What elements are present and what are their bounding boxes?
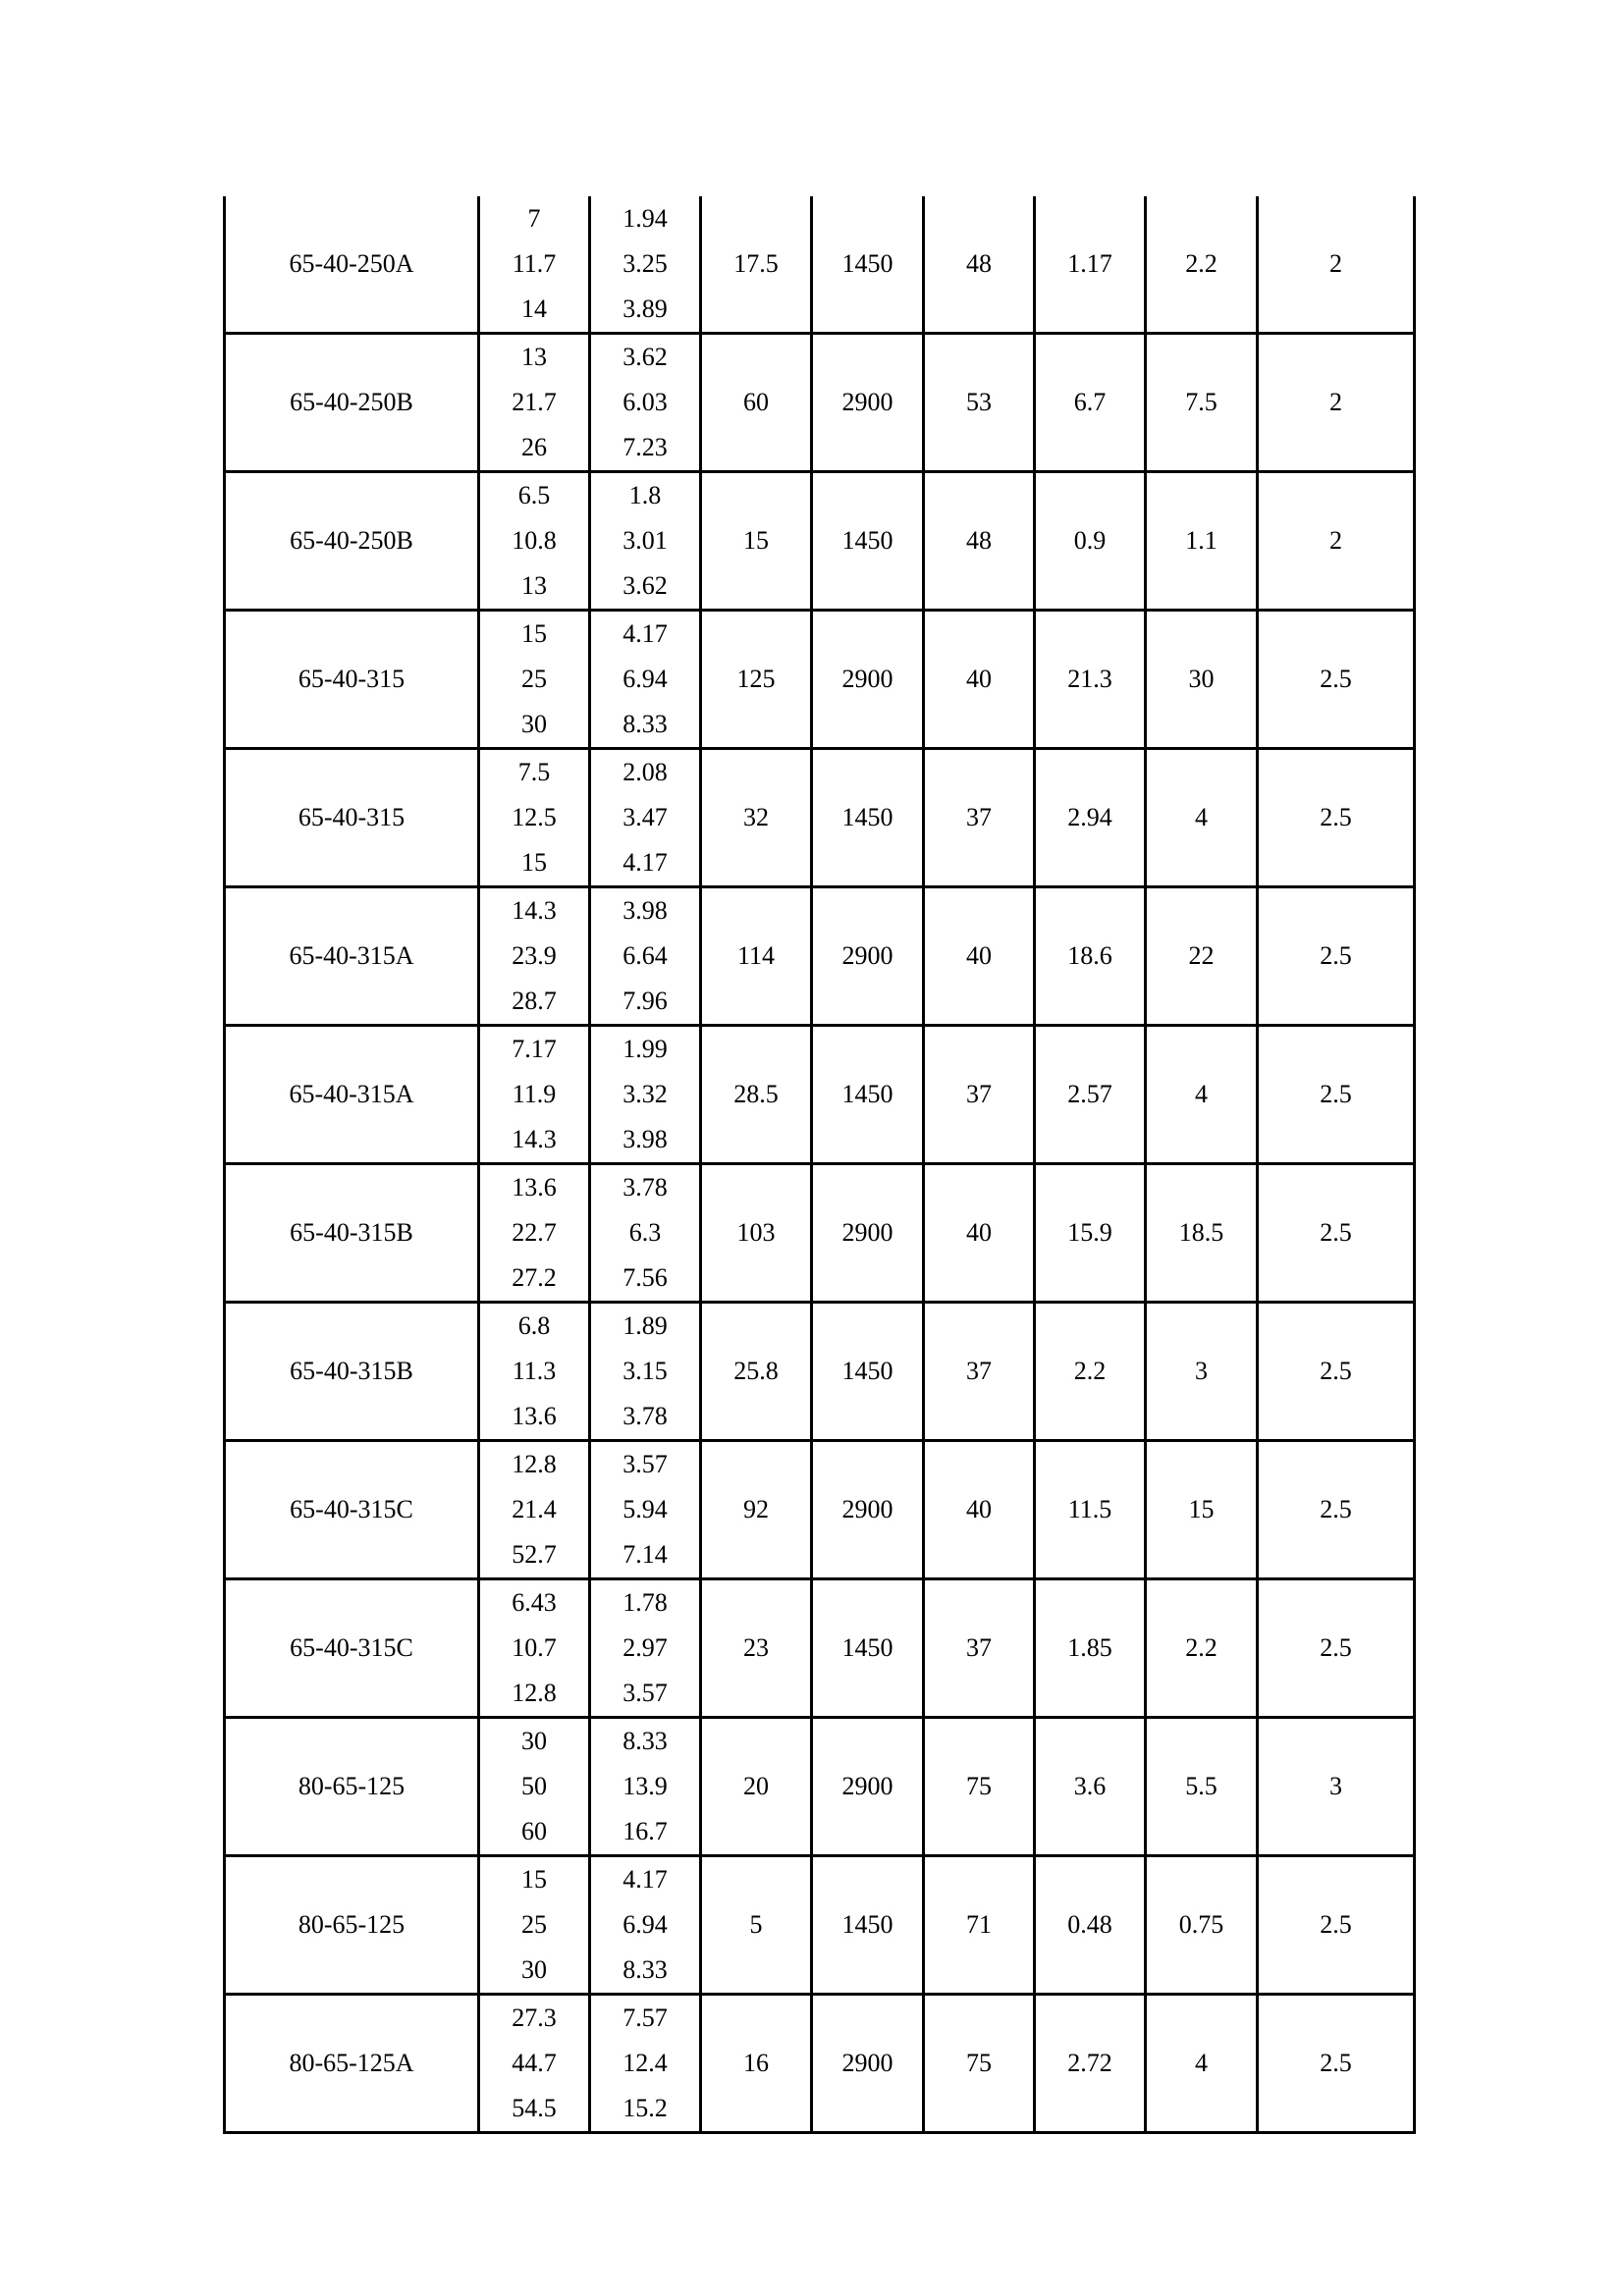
npsh-cell: 2.5 [1258,1441,1415,1579]
flow-ls-cell-value: 4.17 [623,848,668,877]
head-cell: 23 [701,1579,812,1718]
motor-power-cell: 0.75 [1146,1856,1258,1995]
flow-ls-cell-value: 7.96 [623,987,668,1015]
head-cell: 114 [701,887,812,1026]
flow-m3h-cell-value: 12.5 [512,803,557,831]
motor-power-cell: 15 [1146,1441,1258,1579]
efficiency-cell: 48 [924,196,1035,334]
npsh-cell: 2.5 [1258,749,1415,887]
flow-m3h-cell-value: 12.8 [512,1679,557,1707]
flow-ls-cell-value: 1.78 [623,1588,668,1617]
npsh-cell: 2.5 [1258,1026,1415,1164]
flow-m3h-cell-value: 25 [521,665,547,693]
flow-m3h-cell-value: 44.7 [512,2049,557,2077]
efficiency-cell: 48 [924,472,1035,611]
table-row [225,1026,1415,1164]
head-cell: 25.8 [701,1303,812,1441]
speed-cell: 1450 [812,749,924,887]
flow-m3h-cell-value: 14.3 [512,896,557,925]
flow-m3h-cell [479,334,590,472]
flow-ls-cell-value: 7.56 [623,1263,668,1292]
efficiency-cell: 37 [924,1026,1035,1164]
npsh-cell: 2 [1258,196,1415,334]
flow-m3h-cell [479,1718,590,1856]
table-row [225,1441,1415,1579]
flow-m3h-cell-value: 27.2 [512,1263,557,1292]
flow-ls-cell-value: 3.89 [623,294,668,323]
flow-ls-cell-value: 15.2 [623,2094,668,2122]
flow-m3h-cell-value: 27.3 [512,2003,557,2032]
table-row [225,1579,1415,1718]
motor-power-cell: 2.2 [1146,1579,1258,1718]
head-cell: 16 [701,1995,812,2133]
flow-ls-cell-value: 3.57 [623,1679,668,1707]
shaft-power-cell: 2.2 [1035,1303,1146,1441]
efficiency-cell: 37 [924,1579,1035,1718]
model-cell: 80-65-125 [225,1856,479,1995]
flow-ls-cell [590,1579,701,1718]
motor-power-cell: 4 [1146,1026,1258,1164]
shaft-power-cell: 1.17 [1035,196,1146,334]
flow-ls-cell-value: 4.17 [623,619,668,648]
motor-power-cell: 2.2 [1146,196,1258,334]
speed-cell: 1450 [812,1303,924,1441]
flow-m3h-cell-value: 30 [521,710,547,738]
flow-ls-cell-value: 3.78 [623,1402,668,1430]
table-row [225,334,1415,472]
motor-power-cell: 5.5 [1146,1718,1258,1856]
shaft-power-cell: 2.57 [1035,1026,1146,1164]
flow-m3h-cell-value: 13 [521,571,547,600]
flow-ls-cell [590,1856,701,1995]
flow-ls-cell-value: 2.08 [623,758,668,786]
model-cell: 65-40-315A [225,1026,479,1164]
flow-ls-cell-value: 4.17 [623,1865,668,1894]
flow-m3h-cell [479,472,590,611]
head-cell: 103 [701,1164,812,1303]
flow-m3h-cell-value: 15 [521,848,547,877]
flow-m3h-cell [479,611,590,749]
motor-power-cell: 7.5 [1146,334,1258,472]
flow-m3h-cell [479,196,590,334]
flow-ls-cell-value: 6.94 [623,1910,668,1939]
head-cell: 28.5 [701,1026,812,1164]
flow-ls-cell-value: 13.9 [623,1772,668,1800]
flow-ls-cell-value: 7.14 [623,1540,668,1569]
flow-m3h-cell-value: 6.5 [517,481,551,509]
shaft-power-cell: 2.72 [1035,1995,1146,2133]
flow-ls-cell-value: 7.23 [623,433,668,461]
flow-m3h-cell-value: 7 [527,204,541,233]
model-cell: 65-40-250A [225,196,479,334]
flow-ls-cell-value: 3.62 [623,571,668,600]
flow-m3h-cell [479,1995,590,2133]
flow-m3h-cell-value: 11.3 [512,1357,557,1385]
efficiency-cell: 75 [924,1718,1035,1856]
pump-spec-table [223,196,1416,2134]
flow-ls-cell-value: 3.98 [623,1125,668,1153]
flow-ls-cell-value: 5.94 [623,1495,668,1523]
flow-ls-cell-value: 1.99 [623,1035,668,1063]
flow-ls-cell-value: 1.8 [628,481,662,509]
npsh-cell: 2.5 [1258,887,1415,1026]
table-body [225,196,1415,2133]
speed-cell: 2900 [812,1718,924,1856]
flow-m3h-cell-value: 13.6 [512,1173,557,1201]
table-row [225,1164,1415,1303]
head-cell: 60 [701,334,812,472]
flow-m3h-cell-value: 50 [521,1772,547,1800]
flow-ls-cell [590,887,701,1026]
shaft-power-cell: 3.6 [1035,1718,1146,1856]
speed-cell: 1450 [812,196,924,334]
motor-power-cell: 4 [1146,749,1258,887]
npsh-cell: 2.5 [1258,1995,1415,2133]
shaft-power-cell: 11.5 [1035,1441,1146,1579]
flow-ls-cell-value: 3.98 [623,896,668,925]
npsh-cell: 2 [1258,472,1415,611]
flow-ls-cell-value: 3.25 [623,249,668,278]
flow-ls-cell [590,334,701,472]
flow-ls-cell-value: 3.15 [623,1357,668,1385]
head-cell: 125 [701,611,812,749]
shaft-power-cell: 21.3 [1035,611,1146,749]
flow-m3h-cell-value: 11.7 [512,249,557,278]
flow-ls-cell-value: 12.4 [623,2049,668,2077]
speed-cell: 2900 [812,1441,924,1579]
head-cell: 15 [701,472,812,611]
flow-ls-cell-value: 8.33 [623,710,668,738]
flow-m3h-cell-value: 25 [521,1910,547,1939]
shaft-power-cell: 2.94 [1035,749,1146,887]
model-cell: 65-40-250B [225,334,479,472]
flow-m3h-cell-value: 28.7 [512,987,557,1015]
efficiency-cell: 40 [924,1441,1035,1579]
speed-cell: 1450 [812,1856,924,1995]
flow-m3h-cell-value: 12.8 [512,1450,557,1478]
table-row [225,1718,1415,1856]
shaft-power-cell: 6.7 [1035,334,1146,472]
efficiency-cell: 37 [924,1303,1035,1441]
npsh-cell: 2.5 [1258,1303,1415,1441]
npsh-cell: 3 [1258,1718,1415,1856]
motor-power-cell: 18.5 [1146,1164,1258,1303]
flow-m3h-cell [479,1303,590,1441]
flow-m3h-cell-value: 14.3 [512,1125,557,1153]
model-cell: 65-40-250B [225,472,479,611]
flow-m3h-cell-value: 7.17 [512,1035,557,1063]
efficiency-cell: 40 [924,887,1035,1026]
table-row [225,472,1415,611]
flow-m3h-cell-value: 15 [521,1865,547,1894]
shaft-power-cell: 1.85 [1035,1579,1146,1718]
head-cell: 17.5 [701,196,812,334]
flow-m3h-cell-value: 52.7 [512,1540,557,1569]
npsh-cell: 2.5 [1258,1856,1415,1995]
flow-m3h-cell-value: 54.5 [512,2094,557,2122]
flow-m3h-cell-value: 13.6 [512,1402,557,1430]
flow-m3h-cell-value: 60 [521,1817,547,1845]
motor-power-cell: 22 [1146,887,1258,1026]
flow-ls-cell-value: 1.94 [623,204,668,233]
model-cell: 65-40-315A [225,887,479,1026]
speed-cell: 1450 [812,1579,924,1718]
flow-ls-cell-value: 8.33 [623,1955,668,1984]
flow-ls-cell-value: 6.3 [628,1218,662,1247]
npsh-cell: 2.5 [1258,611,1415,749]
model-cell: 65-40-315B [225,1164,479,1303]
flow-m3h-cell-value: 11.9 [512,1080,557,1108]
flow-ls-cell [590,472,701,611]
flow-m3h-cell-value: 30 [521,1727,547,1755]
efficiency-cell: 40 [924,1164,1035,1303]
flow-ls-cell-value: 6.03 [623,388,668,416]
flow-m3h-cell-value: 23.9 [512,941,557,970]
flow-ls-cell [590,1303,701,1441]
flow-m3h-cell-value: 26 [521,433,547,461]
flow-ls-cell-value: 3.32 [623,1080,668,1108]
flow-ls-cell [590,1995,701,2133]
flow-m3h-cell-value: 21.4 [512,1495,557,1523]
table-row [225,1995,1415,2133]
flow-m3h-cell-value: 10.8 [512,526,557,555]
flow-ls-cell [590,1441,701,1579]
speed-cell: 2900 [812,1164,924,1303]
flow-ls-cell [590,1164,701,1303]
npsh-cell: 2.5 [1258,1579,1415,1718]
model-cell: 80-65-125A [225,1995,479,2133]
head-cell: 92 [701,1441,812,1579]
head-cell: 5 [701,1856,812,1995]
flow-ls-cell-value: 3.78 [623,1173,668,1201]
flow-ls-cell [590,1026,701,1164]
model-cell: 65-40-315C [225,1441,479,1579]
table-row [225,611,1415,749]
speed-cell: 1450 [812,472,924,611]
flow-ls-cell-value: 3.01 [623,526,668,555]
efficiency-cell: 71 [924,1856,1035,1995]
flow-m3h-cell [479,1026,590,1164]
model-cell: 65-40-315C [225,1579,479,1718]
speed-cell: 2900 [812,611,924,749]
flow-m3h-cell-value: 7.5 [517,758,551,786]
head-cell: 32 [701,749,812,887]
efficiency-cell: 40 [924,611,1035,749]
shaft-power-cell: 15.9 [1035,1164,1146,1303]
flow-m3h-cell-value: 13 [521,343,547,371]
table-row [225,196,1415,334]
flow-ls-cell [590,1718,701,1856]
model-cell: 65-40-315 [225,749,479,887]
flow-m3h-cell-value: 30 [521,1955,547,1984]
flow-ls-cell-value: 3.47 [623,803,668,831]
table-row [225,1856,1415,1995]
flow-m3h-cell-value: 10.7 [512,1633,557,1662]
flow-m3h-cell [479,749,590,887]
flow-m3h-cell-value: 6.43 [512,1588,557,1617]
npsh-cell: 2 [1258,334,1415,472]
model-cell: 80-65-125 [225,1718,479,1856]
model-cell: 65-40-315B [225,1303,479,1441]
flow-ls-cell-value: 3.57 [623,1450,668,1478]
flow-ls-cell [590,611,701,749]
flow-m3h-cell [479,887,590,1026]
flow-ls-cell-value: 1.89 [623,1311,668,1340]
flow-m3h-cell [479,1579,590,1718]
flow-ls-cell-value: 8.33 [623,1727,668,1755]
motor-power-cell: 3 [1146,1303,1258,1441]
flow-m3h-cell-value: 21.7 [512,388,557,416]
speed-cell: 2900 [812,334,924,472]
flow-m3h-cell-value: 14 [521,294,547,323]
flow-ls-cell-value: 7.57 [623,2003,668,2032]
efficiency-cell: 37 [924,749,1035,887]
efficiency-cell: 53 [924,334,1035,472]
flow-ls-cell [590,749,701,887]
flow-ls-cell-value: 6.64 [623,941,668,970]
flow-ls-cell-value: 6.94 [623,665,668,693]
efficiency-cell: 75 [924,1995,1035,2133]
shaft-power-cell: 18.6 [1035,887,1146,1026]
motor-power-cell: 4 [1146,1995,1258,2133]
flow-m3h-cell-value: 22.7 [512,1218,557,1247]
head-cell: 20 [701,1718,812,1856]
flow-ls-cell-value: 16.7 [623,1817,668,1845]
flow-ls-cell [590,196,701,334]
flow-m3h-cell [479,1856,590,1995]
speed-cell: 1450 [812,1026,924,1164]
speed-cell: 2900 [812,887,924,1026]
flow-ls-cell-value: 2.97 [623,1633,668,1662]
table-row [225,1303,1415,1441]
shaft-power-cell: 0.9 [1035,472,1146,611]
model-cell: 65-40-315 [225,611,479,749]
flow-m3h-cell-value: 6.8 [517,1311,551,1340]
motor-power-cell: 1.1 [1146,472,1258,611]
flow-m3h-cell [479,1164,590,1303]
npsh-cell: 2.5 [1258,1164,1415,1303]
shaft-power-cell: 0.48 [1035,1856,1146,1995]
flow-ls-cell-value: 3.62 [623,343,668,371]
flow-m3h-cell [479,1441,590,1579]
motor-power-cell: 30 [1146,611,1258,749]
flow-m3h-cell-value: 15 [521,619,547,648]
table-row [225,887,1415,1026]
speed-cell: 2900 [812,1995,924,2133]
table-row [225,749,1415,887]
